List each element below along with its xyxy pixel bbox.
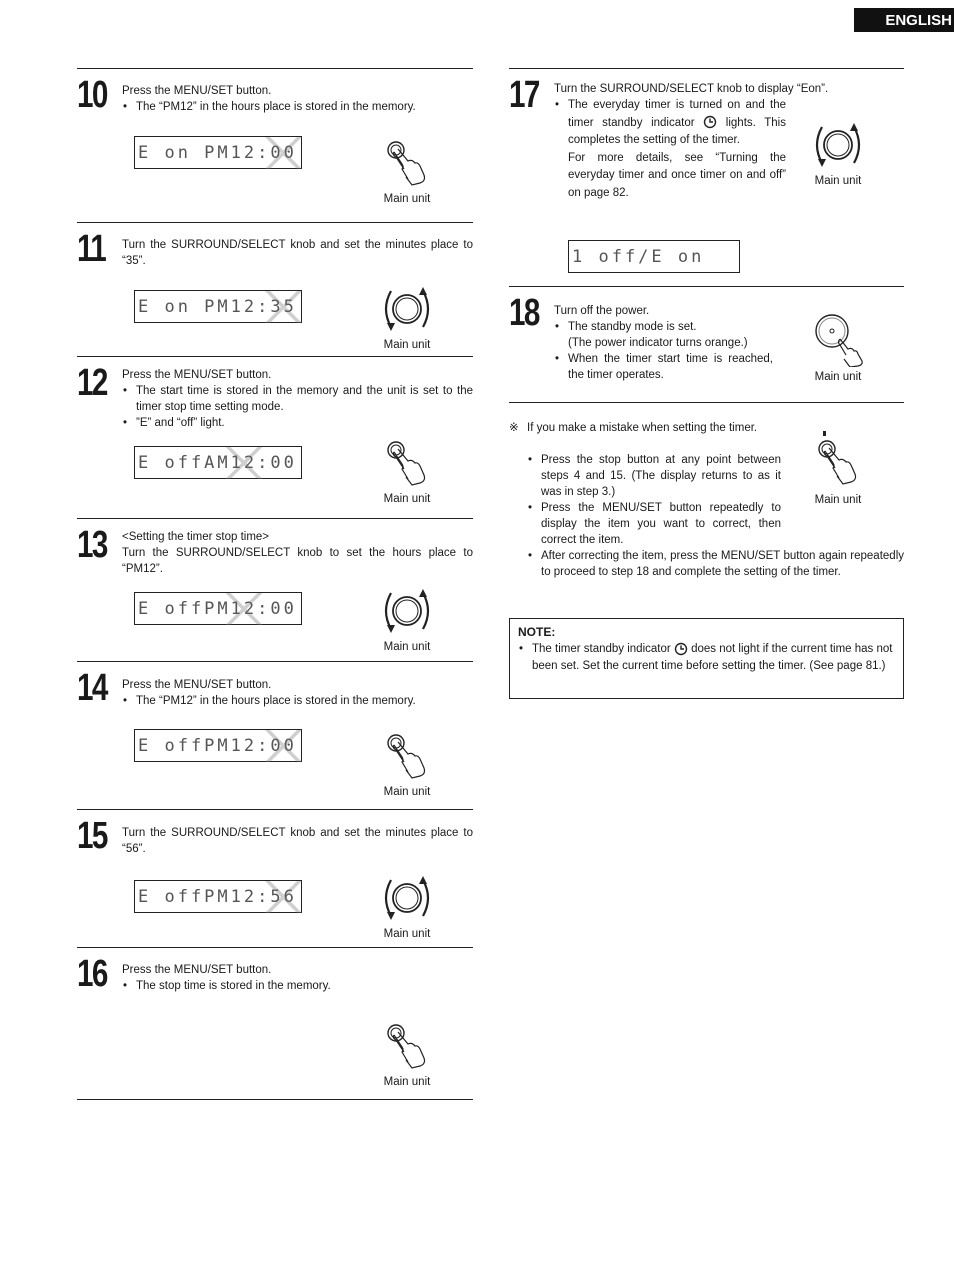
mistake-intro: If you make a mistake when setting the timer.: [527, 422, 758, 434]
step-number: 14: [77, 667, 107, 709]
step-bullet-text: The standby mode is set.: [568, 321, 697, 333]
main-unit-device: [803, 428, 873, 508]
power-button-icon: [810, 309, 866, 367]
device-label: Main unit: [383, 1076, 431, 1088]
mistake-list: [541, 548, 904, 580]
finger-press-icon: [382, 730, 432, 782]
rotary-knob-icon: [381, 585, 433, 637]
step-text: [122, 825, 473, 857]
step-number: 10: [77, 74, 107, 116]
step-text: [122, 529, 473, 577]
step-bullet: [568, 319, 773, 351]
step-number: 13: [77, 524, 107, 566]
note-text: does not light if the current time has not been set. Set the current time before setting the timer. (See page 81.): [532, 643, 893, 672]
device-label: Main unit: [383, 928, 431, 940]
mistake-bullet: • Press the MENU/SET button repeatedly to display the item you want to correct, then correct the item.: [541, 500, 781, 548]
device-label: Main unit: [814, 371, 862, 383]
step-number: 11: [77, 228, 106, 270]
mistake-bullet: • After correcting the item, press the MENU/SET button again repeatedly to proceed to step 18 and complete the setting of the timer.: [541, 548, 904, 580]
step-12: [77, 356, 473, 519]
column-rule: [509, 402, 904, 403]
lcd-display: E offPM12:00: [134, 592, 302, 625]
step-10: [77, 68, 473, 223]
main-unit-device: [372, 730, 442, 798]
step-instruction: Turn the SURROUND/SELECT knob and set the minutes place to “35”.: [122, 239, 473, 267]
finger-press-icon: [382, 437, 432, 489]
step-text: [122, 237, 473, 269]
device-label: Main unit: [814, 175, 862, 187]
step-bullet: • The start time is stored in the memory and the unit is set to the timer stop time setting mode.: [136, 383, 473, 415]
step-11: [77, 222, 473, 357]
lcd-display: 1 off/E on: [568, 240, 740, 273]
step-instruction: Turn the SURROUND/SELECT knob and set the minutes place to “56”.: [122, 827, 473, 855]
main-unit-device: [372, 872, 442, 940]
step-number: 18: [509, 292, 539, 334]
device-label: Main unit: [383, 339, 431, 351]
step-18: [509, 286, 904, 403]
lcd-display: E offAM12:00: [134, 446, 302, 479]
step-17: [509, 68, 904, 287]
finger-press-icon: [382, 1020, 432, 1072]
step-bullet-text: lights. This completes the setting of the timer.: [568, 116, 786, 146]
step-number: 17: [509, 74, 539, 116]
step-number: 12: [77, 362, 107, 404]
note-title: NOTE:: [518, 625, 556, 639]
step-15: [77, 809, 473, 948]
step-16: [77, 947, 473, 1100]
step-bullet-text: For more details, see “Turning the everyday timer and once timer on and off” on page 82.: [568, 151, 786, 199]
step-bullet: • The stop time is stored in the memory.: [136, 978, 473, 994]
step-13: [77, 518, 473, 662]
step-bullet: • When the timer start time is reached, the timer operates.: [568, 351, 773, 383]
note-text: The timer standby indicator: [532, 643, 671, 655]
main-unit-device: [372, 1020, 442, 1088]
lcd-display: E offPM12:00: [134, 729, 302, 762]
main-unit-device: [372, 137, 442, 205]
clock-icon: [703, 115, 717, 129]
step-instruction: Press the MENU/SET button.: [122, 679, 272, 691]
step-subheading: <Setting the timer stop time>: [122, 531, 270, 543]
step-text: [122, 677, 473, 709]
device-label: Main unit: [383, 641, 431, 653]
step-number: 15: [77, 815, 107, 857]
lcd-display: E offPM12:56: [134, 880, 302, 913]
step-instruction: Press the MENU/SET button.: [122, 964, 272, 976]
step-bullet-text: (The power indicator turns orange.): [568, 337, 748, 349]
lcd-display: E on PM12:00: [134, 136, 302, 169]
step-instruction: Turn the SURROUND/SELECT knob to set the hours place to “PM12”.: [122, 547, 473, 575]
device-label: Main unit: [383, 786, 431, 798]
lcd-display: E on PM12:35: [134, 290, 302, 323]
note-body: [532, 641, 895, 675]
step-instruction: Turn off the power.: [554, 305, 650, 317]
rotary-knob-icon: [381, 872, 433, 924]
step-text: [122, 962, 473, 994]
step-text: [122, 367, 473, 431]
device-label: Main unit: [814, 494, 862, 506]
rotary-knob-icon: [812, 119, 864, 171]
step-bullet: • The “PM12” in the hours place is stored in the memory.: [136, 99, 473, 115]
step-bullet-text: The everyday timer is turned on and the timer standby indicator: [568, 99, 786, 129]
note-box: [509, 618, 904, 699]
step-text: [122, 83, 473, 115]
main-unit-device: [372, 283, 442, 351]
reference-mark: ※: [509, 422, 519, 434]
main-unit-device: [372, 585, 442, 653]
device-label: Main unit: [383, 193, 431, 205]
finger-press-icon: [382, 137, 432, 189]
step-14: [77, 661, 473, 810]
column-bottom-rule: [77, 1099, 473, 1100]
stop-button-press-icon: [813, 428, 863, 488]
clock-icon: [674, 642, 688, 656]
step-instruction: Press the MENU/SET button.: [122, 369, 272, 381]
step-bullet: • The “PM12” in the hours place is stored in the memory.: [136, 693, 473, 709]
language-tab: ENGLISH: [854, 8, 954, 32]
main-unit-device: [803, 119, 873, 187]
rotary-knob-icon: [381, 283, 433, 335]
step-instruction: Turn the SURROUND/SELECT knob to display “Eon”.: [554, 83, 829, 95]
mistake-list: [541, 452, 781, 548]
step-instruction: Press the MENU/SET button.: [122, 85, 272, 97]
step-bullet: • The everyday timer is turned on and the timer standby indicator lights. This completes the setting of the timer. For more details, see “Turning the everyday timer and once timer on and off” on page 82.: [554, 97, 786, 202]
main-unit-device: [803, 309, 873, 383]
step-number: 16: [77, 953, 107, 995]
step-bullet: • ”E” and “off” light.: [136, 415, 473, 431]
main-unit-device: [372, 437, 442, 505]
device-label: Main unit: [383, 493, 431, 505]
mistake-bullet: • Press the stop button at any point between steps 4 and 15. (The display returns to as it was in step 3.): [541, 452, 781, 500]
